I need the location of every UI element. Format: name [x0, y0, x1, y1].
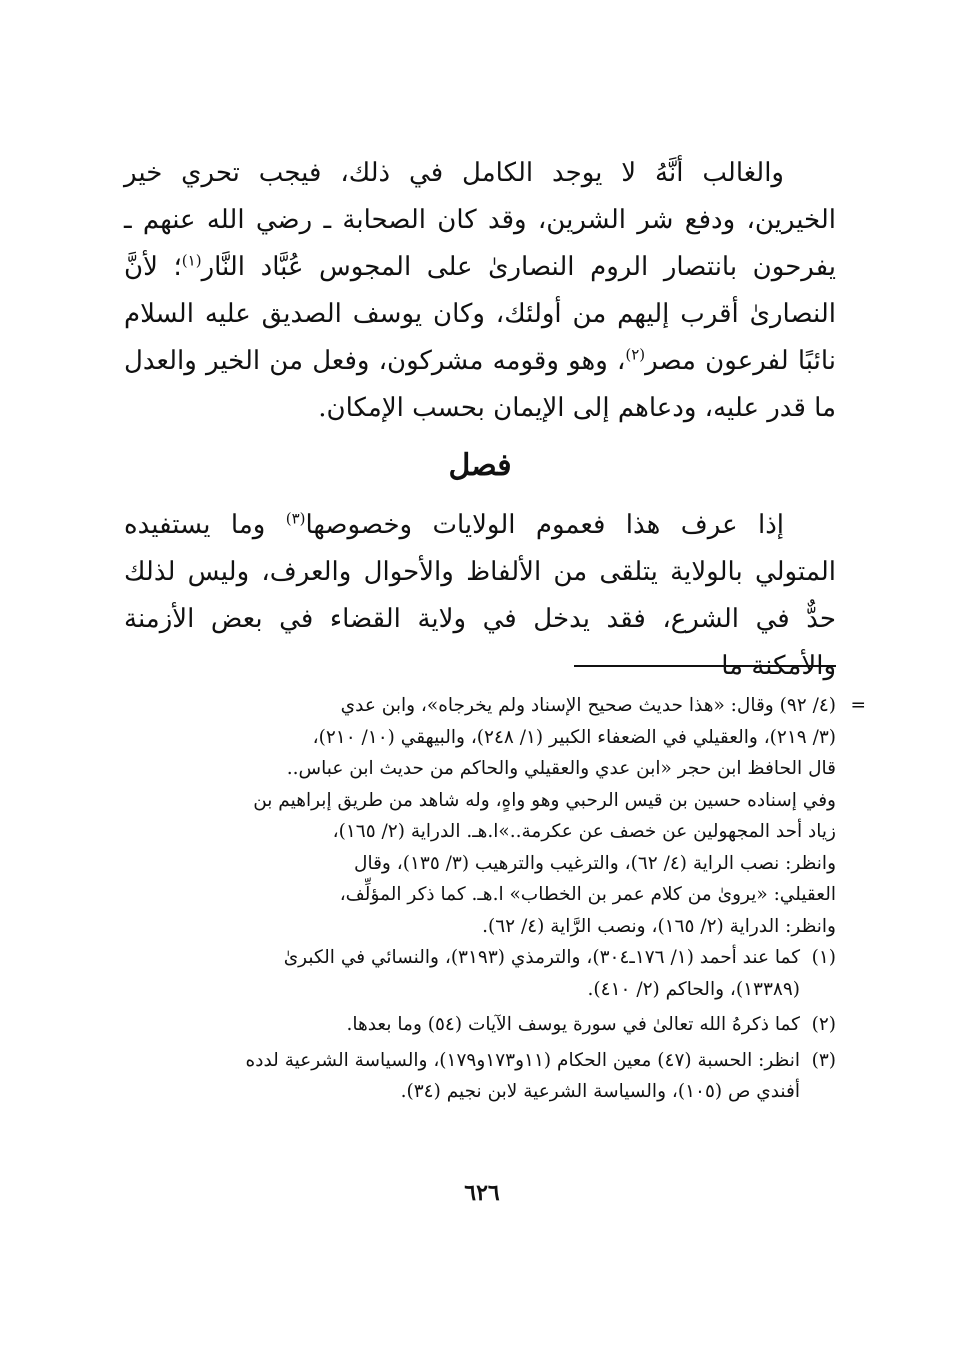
footnote-ref-2[interactable]: (٢)	[625, 345, 646, 364]
footnote-1-body	[124, 942, 800, 1005]
footnote-line: زياد أحد المجهولين عن خصف عن عكرمة..»ا.هـ. الدراية (٢/ ١٦٥)،	[332, 821, 836, 842]
paragraph-1-part-1: والغالب أنَّهُ لا يوجد الكامل في ذلك، فيجب تحري خير الخيرين، ودفع شر الشرين، وقد كان الصحابة ـ رضي الله عنهم ـ يفرحون بانتصار الروم النصارىٰ على المجوس عُبَّاد النَّار	[124, 158, 837, 282]
page-number: ٦٢٦	[464, 1180, 500, 1206]
footnote-line: أفندي ص (١٠٥)، والسياسة الشرعية لابن نجيم (٣٤).	[400, 1081, 800, 1102]
footnote-3-marker: (٣)	[811, 1049, 836, 1071]
footnote-line: كما عند أحمد (١/ ١٧٦ـ٣٠٤)، والترمذي (٣١٩٣)، والنسائي في الكبرىٰ	[283, 947, 800, 968]
footnote-line: وانظر: الدراية (٢/ ١٦٥)، ونصب الرَّاية (٤/ ٦٢).	[482, 915, 836, 937]
paragraph-2-part-2: وما يستفيده المتولي بالولاية يتلقى من الألفاظ والأحوال والعرف، وليس لذلك حدٌّ في الشرع، فقد يدخل في ولاية القضاء في بعض الأزمنة والأمكنة ما	[124, 510, 836, 681]
paragraph-2	[124, 502, 836, 690]
footnote-line: (١٣٣٨٩)، والحاكم (٢/ ٤١٠).	[587, 978, 800, 1000]
page-content	[124, 150, 836, 690]
footnote-3	[124, 1045, 836, 1108]
continuation-marker: =	[850, 695, 866, 716]
footnote-line: وانظر: نصب الراية (٤/ ٦٢)، والترغيب والترهيب (٣/ ١٣٥)، وقال	[354, 852, 836, 874]
footnote-2-body	[124, 1009, 800, 1041]
main-text	[124, 150, 836, 690]
footnote-line: (٣/ ٢١٩)، والعقيلي في الضعفاء الكبير (١/ ٢٤٨)، والبيهقي (١٠/ ٢١٠)،	[312, 726, 836, 748]
footnotes	[124, 690, 866, 1108]
footnote-line: العقيلي: «يروىٰ من كلام عمر بن الخطاب» ا.هـ. كما ذكر المؤلِّف،	[339, 884, 836, 905]
footnote-ref-1[interactable]: (١)	[181, 251, 202, 270]
footnote-line: وفي إسناده حسين بن قيس الرحبي وهو واهٍ، وله شاهد من طريق إبراهيم بن	[253, 789, 836, 811]
footnote-continued-body	[124, 690, 836, 942]
footnote-1-marker: (١)	[811, 947, 836, 968]
paragraph-1-part-3: ، وهو وقومه مشركون، وفعل من الخير والعدل ما قدر عليه، ودعاهم إلى الإيمان بحسب الإمكان.	[124, 346, 836, 423]
footnote-line: قال الحافظ ابن حجر «ابن عدي والعقيلي والحاكم من حديث ابن عباس..	[286, 758, 836, 779]
paragraph-2-part-1: إذا عرف هذا فعموم الولايات وخصوصها	[305, 510, 784, 540]
footnote-separator	[574, 665, 836, 667]
footnote-2	[124, 1009, 836, 1041]
footnote-2-marker: (٢)	[811, 1014, 836, 1035]
footnote-line: انظر: الحسبة (٤٧) معين الحكام (١١و١٧٣و١٧٩)، والسياسة الشرعية لدده	[245, 1049, 800, 1071]
footnote-ref-3[interactable]: (٣)	[285, 509, 306, 528]
paragraph-1-part-2: ؛ لأنَّ النصارىٰ أقرب إليهم من أولئك، وكان يوسف الصديق عليه السلام نائبًا لفرعون مصر	[124, 252, 836, 376]
footnote-line: (٤/ ٩٢) وقال: «هذا حديث صحيح الإسناد ولم يخرجاه»، وابن عدي	[340, 695, 836, 716]
section-heading: فصل	[448, 448, 512, 483]
footnote-continued	[124, 690, 866, 942]
footnote-line: كما ذكرهُ الله تعالىٰ في سورة يوسف الآيات (٥٤) وما بعدها.	[346, 1014, 800, 1035]
paragraph-1	[124, 150, 836, 432]
footnote-1	[124, 942, 836, 1005]
footnote-3-body	[124, 1045, 800, 1108]
